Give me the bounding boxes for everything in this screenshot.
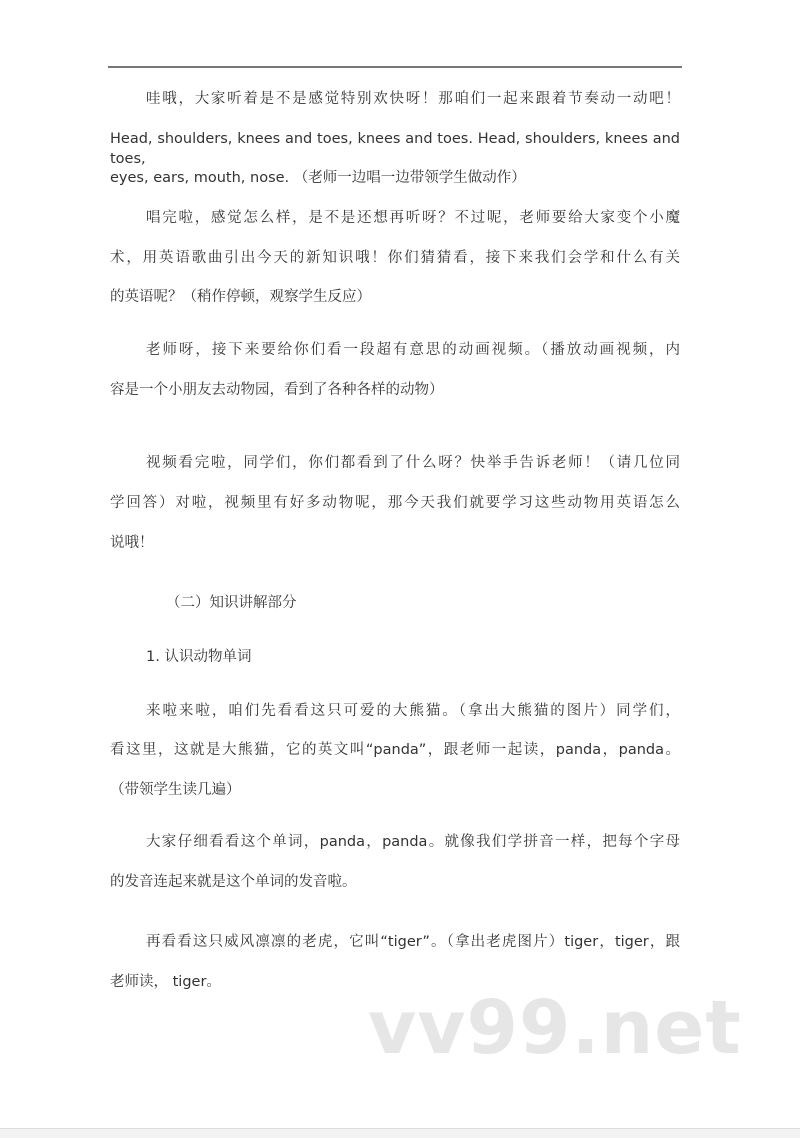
paragraph-4-line: 说哦！ (110, 535, 154, 551)
paragraph-5-line: （二）知识讲解部分 (166, 595, 297, 611)
paragraph-4-line: 视频看完啦，同学们，你们都看到了什么呀？快举手告诉老师！（请几位同 (146, 455, 680, 471)
paragraph-2-line: 术，用英语歌曲引出今天的新知识哦！你们猜猜看，接下来我们会学和什么有关 (110, 250, 680, 266)
paragraph-2-line: 唱完啦，感觉怎么样，是不是还想再听呀？不过呢，老师要给大家变个小魔 (146, 210, 680, 226)
paragraph-7-line: （带领学生读几遍） (110, 782, 241, 798)
paragraph-2-line: 的英语呢？（稍作停顿，观察学生反应） (110, 289, 371, 305)
paragraph-9-line: 老师读， tiger。 (110, 974, 221, 990)
paragraph-4-line: 学回答）对啦，视频里有好多动物呢，那今天我们就要学习这些动物用英语怎么 (110, 495, 680, 511)
watermark: vv99.net (368, 985, 742, 1071)
paragraph-8-line: 的发音连起来就是这个单词的发音啦。 (110, 874, 357, 890)
paragraph-3-line: 老师呀，接下来要给你们看一段超有意思的动画视频。（播放动画视频，内 (146, 342, 680, 358)
paragraph-9-line: 再看看这只威风凛凛的老虎，它叫“tiger”。（拿出老虎图片）tiger，tiger，跟 (146, 934, 680, 950)
paragraph-7-line: 看这里，这就是大熊猫，它的英文叫“panda”，跟老师一起读，panda，panda。 (110, 742, 680, 758)
paragraph-6-line: 1. 认识动物单词 (146, 649, 252, 665)
paragraph-3-line: 容是一个小朋友去动物园，看到了各种各样的动物） (110, 382, 444, 398)
paragraph-1-line: Head, shoulders, knees and toes, knees and toes. Head, shoulders, knees and toes, (110, 131, 680, 167)
paragraph-8-line: 大家仔细看看这个单词，panda，panda。就像我们学拼音一样，把每个字母 (146, 834, 680, 850)
paragraph-1-line: eyes, ears, mouth, nose. （老师一边唱一边带领学生做动作） (110, 170, 526, 186)
paragraph-1-line: 哇哦，大家听着是不是感觉特别欢快呀！那咱们一起来跟着节奏动一动吧！ (146, 91, 680, 107)
header-rule (108, 66, 682, 68)
paragraph-7-line: 来啦来啦，咱们先看看这只可爱的大熊猫。（拿出大熊猫的图片）同学们， (146, 703, 680, 719)
